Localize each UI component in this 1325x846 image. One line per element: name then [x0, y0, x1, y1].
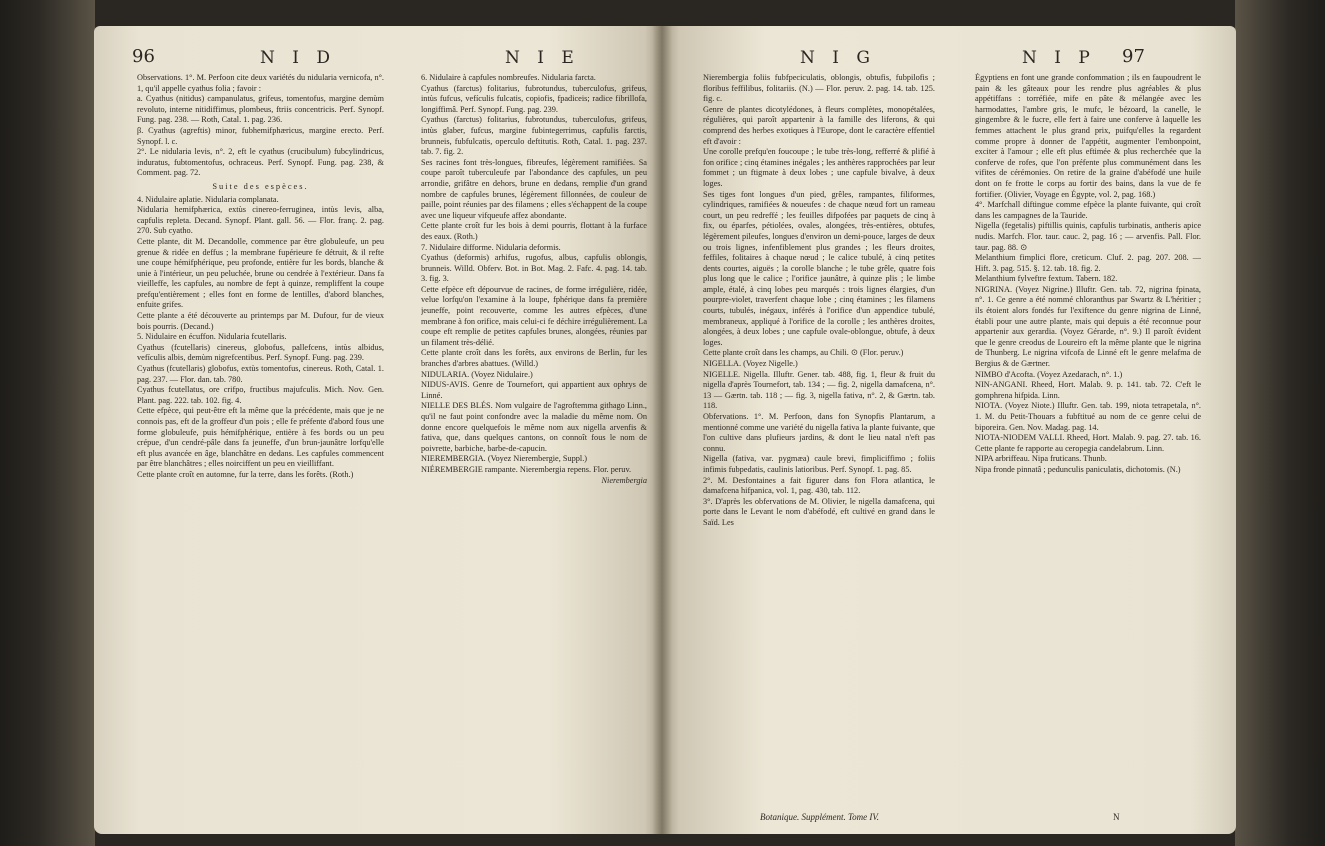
left-book-edge — [0, 0, 95, 846]
paragraph: NIELLE DES BLÉS. Nom vulgaire de l'agroftemma githago Linn., qu'il ne faut point confondre avec la maladie du même nom. On donne encore quelquefois le même nom aux nigella arvenfis & fativa, que, dans quelques cantons, on connoît fous le nom de poivrette, barbiche, barbe-de-capucin. — [421, 401, 647, 453]
paragraph: Nigella (fativa, var. pygmæa) caule brevi, fimpliciffimo ; foliis infimis fubpedatis, caulinis latioribus. Perf. Synopf. 1. pag. 85. — [703, 454, 935, 474]
paragraph: Nigella (fegetalis) piftillis quinis, capfulis turbinatis, antheris apice nudis. Marfch. Flor. taur. cauc. 2, pag. 16 ; — arvenfis. Pall. Flor. taur. pag. 88. ⊙ — [975, 221, 1201, 252]
paragraph: Observations. 1°. M. Perfoon cite deux variétés du nidularia vernicofa, n°. 1, qu'il appelle cyathus folia ; favoir : — [137, 73, 384, 93]
paragraph: NIGELLE. Nigella. Illuftr. Gener. tab. 488, fig. 1, fleur & fruit du nigella d'après Tournefort, tab. 134 ; — fig. 2, nigella damafcena, n°. 13 — Gærtn. tab. 118 ; — fig. 3, nigella fativa, n°. 2, & Gærtn. tab. 118. — [703, 369, 935, 411]
paragraph: Genre de plantes dicotylédones, à fleurs complètes, monopétalées, régulières, qui paroît appartenir à la famille des liferons, & qui comprend des herbes exotiques à l'Europe, dont le caractère effentiel eft d'avoir : — [703, 104, 935, 146]
paragraph: NIOTA. (Voyez Niote.) Illuftr. Gen. tab. 199, niota tetrapetala, n°. 1. M. du Petit-Thouars a fubftitué au nom de ce genre celui de biporeira. Gen. Nov. Madag. pag. 14. — [975, 401, 1201, 432]
paragraph: Cette plante croît fur les bois à demi pourris, flottant à la furface des eaux. (Roth.) — [421, 221, 647, 241]
paragraph: Cette plante croît en automne, fur la terre, dans les forêts. (Roth.) — [137, 469, 354, 479]
right-page-number: 97 — [1122, 46, 1145, 67]
paragraph: Cyathus (fcutellaris) globofus, extùs tomentofus, cinereus. Roth, Catal. 1. pag. 237. — Flor. dan. tab. 780. — [137, 364, 384, 384]
right-col1-footer: Botanique. Supplément. Tome IV. — [760, 812, 879, 822]
paragraph: Une corolle prefqu'en foucoupe ; le tube très-long, refferré & plifié à fon orifice ; cinq étamines inégales ; les anthères rapprochées par leur fommet ; un ftigmate à deux lobes ; une capfule bivalve, à deux loges. — [703, 147, 935, 188]
right-heading-right: N I P — [1022, 48, 1096, 68]
paragraph: 7. Nidulaire difforme. Nidularia deformis. — [421, 242, 561, 252]
paragraph: β. Cyathus (agreftis) minor, fubhemifphæricus, margine erecto. Perf. Synopf. l. c. — [137, 125, 384, 146]
paragraph: 2°. M. Desfontaines a fait figurer dans fon Flora atlantica, le damafcena hifpanica, vol. 1, pag. 430, tab. 112. — [703, 475, 935, 496]
paragraph: 4. Nidulaire aplatie. Nidularia complanata. — [137, 194, 279, 204]
paragraph: Cette plante a été découverte au printemps par M. Dufour, fur de vieux bois pourris. (Decand.) — [137, 311, 384, 331]
paragraph: NIGRINA. (Voyez Nigrine.) Illuftr. Gen. tab. 72, nigrina fpinata, n°. 1. Ce genre a été nommé chloranthus par Swartz & L'héritier ; ils étoient alors fondés fur l'exiftence du genre nigrina de Linné, établi pour une autre plante, mais qui depuis a été reconnue pour appartenir aux gerardia. (Voyez Gérarde, n°. 9.) Il paroît évident que le genre creodus de Loureiro eft la même plante que le nigrina de Thunberg. Le nigrina vifcofa de Linné eft le genre melafma de Bergius & de Gærtner. — [975, 284, 1201, 369]
left-column-1 — [137, 73, 384, 828]
left-page-number: 96 — [132, 46, 155, 67]
paragraph: NIGELLA. (Voyez Nigelle.) — [703, 359, 798, 369]
paragraph: Ses racines font très-longues, fibreufes, légèrement ramifiées. Sa coupe paroît tuberculeufe par l'abondance des capfules, un peu arrondie, grifâtre en dehors, brune en dedans, remplie d'un grand nombre de capfules brunes, légèrement fillonnées, de couleur de paille, point réunies par des filamens ; elles s'échappent de la coupe avec une liqueur vifqueufe affez abondante. — [421, 157, 647, 220]
paragraph: Nipa fronde pinnatâ ; pedunculis paniculatis, dichotomis. (N.) — [975, 464, 1181, 474]
book-gutter — [652, 26, 672, 834]
paragraph: a. Cyathus (nitidus) campanulatus, grifeus, tomentofus, margine demùm revoluto, interne nitidiffimus, plombeus, ftriis concentricis. Perf. Synopf. Fung. pag. 238. — Roth, Catal. 1. pag. 236. — [137, 94, 384, 125]
paragraph: 2°. Le nidularia levis, n°. 2, eft le cyathus (crucibulum) fubcylindricus, induratus, fubtomentofus, ochraceus. Perf. Synopf. Fung. pag. 238, & Comment. pag. 72. — [137, 147, 384, 178]
paragraph: Cette efpèce eft dépourvue de racines, de forme irrégulière, ridée, velue lorfqu'on l'examine à la loupe, fphérique dans fa première jeuneffe, point recouverte, comme les autres efpèces, d'une membrane à fon orifice, mais celui-ci fe déchire irrégulièrement. La coupe eft remplie de petites capfules brunes, alongées, réunies par un filament très-délié. — [421, 284, 647, 347]
paragraph: NIÉREMBERGIE rampante. Nierembergia repens. Flor. peruv. — [421, 464, 632, 474]
paragraph: Nidularia hemifphærica, extùs cinereo-ferruginea, intùs levis, alba, capfulis repleta. Decand. Synopf. Plant. gall. 56. — Flor. franç. 2. pag. 270. Sub cyatho. — [137, 205, 384, 236]
paragraph: NIDULARIA. (Voyez Nidulaire.) — [421, 369, 533, 379]
paragraph: Nierembergia — [601, 475, 647, 485]
paragraph: 4°. Marfchall diftingue comme efpèce la plante fuivante, qui croît dans les campagnes de la Tauride. — [975, 200, 1201, 220]
paragraph: Cyathus (fcutellaris) cinereus, globofus, pallefcens, intùs albidus, vefículis albis, demùm nigrefcentibus. Perf. Synopf. Fung. pag. 239. — [137, 342, 384, 363]
paragraph: Égyptiens en font une grande confommation ; ils en faupoudrent le pain & les gâteaux pour les rendre plus agréables & plus appétiffans : torréfiée, mife en pâte & mélangée avec les harmodattes, l'ambre gris, le mufc, le bézoard, la canelle, le gingembre & le fucre, elle fert à faire une conferve à laquelle les femmes attachent le plus grand prix, puifqu'elles la regardent comme propre à donner de l'appétit, augmenter l'embonpoint, exciter à l'amour ; elle eft plus eftimée & plus recherchée que la conferve de rofes, que l'on préfente plus communément dans les vifites de cérémonies. On retire de la graine d'abéfodé une huile dont on fe frotte le corps au fortir des bains, dans la vue de fe fortifier. (Olivier, Voyage en Égypte, vol. 2, pag. 168.) — [975, 73, 1201, 199]
paragraph: NIEREMBERGIA. (Voyez Nierembergie, Suppl.) — [421, 454, 588, 464]
paragraph: Cette plante croît dans les forêts, aux environs de Berlin, fur les branches d'arbres abattues. (Willd.) — [421, 348, 647, 369]
left-heading-left: N I D — [260, 48, 337, 68]
right-col2-footer: N — [1113, 812, 1120, 822]
paragraph: Cyathus (deformis) arhifus, rugofus, albus, capfulis oblongis, brunneis. Willd. Obferv. Bot. in Bot. Mag. 2. Fafc. 4. pag. 14. tab. 3. fig. 3. — [421, 253, 647, 284]
paragraph: Ses tiges font longues d'un pied, grêles, rampantes, filiformes, cylindriques, ramifiées & noueufes : de chaque nœud fort un rameau court, un peu redreffé ; les feuilles difpofées par paquets de cinq à fix, ou éparfes, pétiolées, ovales, alongées, très-entières, obtufes, légèrement pileufes, longues d'environ un demi-pouce, larges de deux ou trois lignes, infenfiblement plus grandes ; les fleurs droites, feffiles, folitaires à chaque nœud ; le calice tubulé, à cinq petites dents courtes, aiguës ; la corolle blanche ; le tube grêle, quatre fois plus long que le calice ; l'orifice jaunâtre, à quinze plis ; le limbe ample, étalé, à cinq lobes peu marqués : trois lignes élargies, d'un pourpre-violet, traverfent chaque lobe ; cinq étamines ; les filamens courts, tubulés, inégaux, inférés à l'orifice d'un appendice tubulé, membraneux, appliqué à l'orifice de la corolle ; les anthères droites, alongées, à deux lobes ; une capfule ovale-oblongue, obtufe, à deux loges. — [703, 189, 935, 347]
paragraph: 3°. D'après les obfervations de M. Olivier, le nigella damafcena, qui porte dans le Levant le nom d'abéfodé, eft cultivé en grand dans le Saïd. Les — [703, 496, 935, 527]
paragraph: Melanthium fylveftre fextum. Tabern. 182. — [975, 274, 1118, 284]
right-column-2 — [975, 73, 1201, 808]
paragraph: Cette efpèce, qui peut-être eft la même que la précédente, mais que je ne connois pas, eft de la groffeur d'un pois ; elle fe préfente d'abord fous une forme globuleufe, puis hémifphérique, entière à fes bords ou un peu crépue, d'un cendré-pâle dans fa jeuneffe, d'un brun-jaunâtre lorfqu'elle eft plus avancée en âge, blanchâtre en dedans. Les capfules commencent par être blanchâtres ; elles noirciffent un peu en vieilliffant. — [137, 406, 384, 469]
paragraph: NIDUS-AVIS. Genre de Tournefort, qui appartient aux ophrys de Linné. — [421, 380, 647, 400]
paragraph: Obfervations. 1°. M. Perfoon, dans fon Synopfis Plantarum, a mentionné comme une variété du nigella fativa la plante fuivante, que l'on cultive dans plufieurs jardins, & dont le lieu natal n'eft pas connu. — [703, 412, 935, 453]
left-column-2 — [421, 73, 647, 828]
paragraph: Cyathus (farctus) folitarius, fubrotundus, tuberculofus, grifeus, intùs fufcus, vefículis fulcatis, copiofis, fpadiceis; radice fibrillofa, longiffimâ. Perf. Synopf. Fung. pag. 239. — [421, 83, 647, 114]
left-heading-right: N I E — [505, 48, 580, 68]
paragraph: NIMBO d'Acofta. (Voyez Azedarach, n°. 1.) — [975, 369, 1123, 379]
paragraph: Cyathus (farctus) folitarius, fubrotundus, tuberculofus, grifeus, intùs glaber, fufcus, margine fubintegerrimus, capfulis farctis, brunneis, fubfulcatis, operculo deftitutis. Roth, Catal. 1. pag. 237. tab. 7. fig. 2. — [421, 115, 647, 157]
paragraph: Nierembergia foliis fubfpeciculatis, oblongis, obtufis, fubpilofis ; floribus feffilibus, folitariis. (N.) — Flor. peruv. 2. pag. 14. tab. 125. fig. c. — [703, 73, 935, 104]
paragraph: NIOTA-NIODEM VALLI. Rheed, Hort. Malab. 9. pag. 27. tab. 16. Cette plante fe rapporte au ceropegia candelabrum. Linn. — [975, 433, 1201, 453]
paragraph: Cette plante, dit M. Decandolle, commence par être globuleufe, un peu grenue & ridée en deffus ; la membrane fupérieure fe détruit, & il refte une coupe hémifphérique, peu profonde, entière fur les bords, blanche & unie à l'intérieur, un peu peluchée, brune ou cendrée à l'extérieur. Dans fa vieilleffe, les capfules, au nombre de fept à quinze, rempliffent la coupe prefqu'entièrement ; elles font en forme de lentilles, d'abord blanches, enfuite grifes. — [137, 236, 384, 310]
paragraph: Melanthium fimplici flore, creticum. Cluf. 2. pag. 207. 208. — Hift. 3. pag. 515. §. 12. tab. 18. fig. 2. — [975, 253, 1201, 273]
paragraph: 6. Nidulaire à capfules nombreufes. Nidularia farcta. — [421, 73, 596, 82]
right-heading-left: N I G — [800, 48, 876, 68]
paragraph: 5. Nidulaire en écuffon. Nidularia fcutellaris. — [137, 332, 287, 342]
right-column-1 — [703, 73, 935, 808]
paragraph: Cyathus fcutellatus, ore crifpo, fructibus majufculis. Mich. Nov. Gen. Plant. pag. 222. tab. 102. fig. 4. — [137, 385, 384, 405]
paragraph: NIPA arbriffeau. Nipa fruticans. Thunb. — [975, 454, 1107, 464]
paragraph: NIN-ANGANI. Rheed, Hort. Malab. 9. p. 141. tab. 72. C'eft le gomphrena hifpida. Linn. — [975, 380, 1201, 400]
right-book-edge — [1235, 0, 1325, 846]
paragraph: Suite des espèces. — [212, 181, 309, 191]
paragraph: Cette plante croît dans les champs, au Chili. ⊙ (Flor. peruv.) — [703, 348, 904, 358]
